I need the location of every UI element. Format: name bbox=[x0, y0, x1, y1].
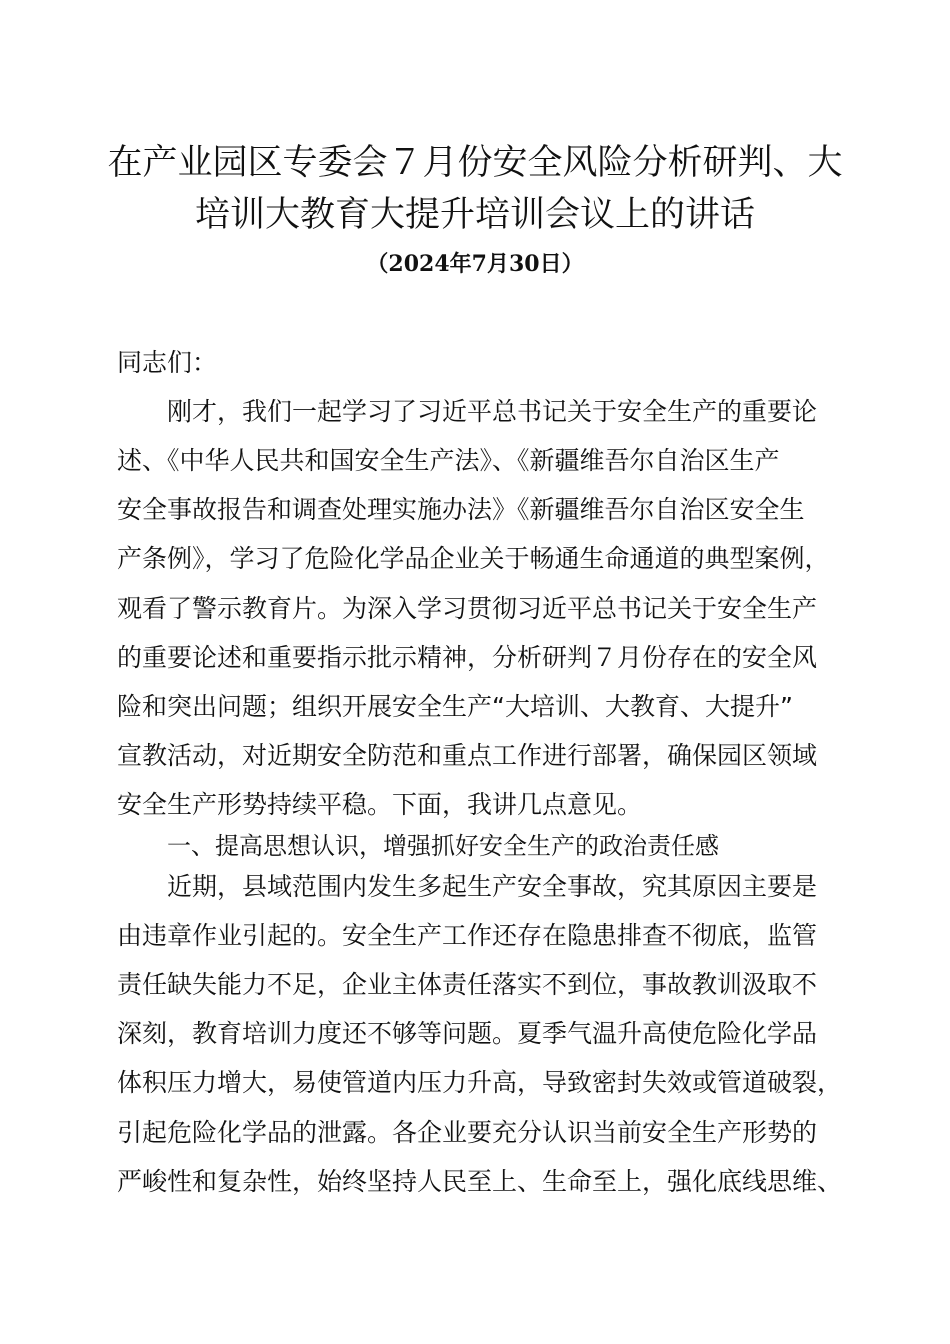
section-heading: 一、提高思想认识，增强抓好安全生产的政治责任感 bbox=[167, 832, 719, 860]
body-line: 深刻，教育培训力度还不够等问题。夏季气温升高使危险化学品 bbox=[117, 1019, 818, 1048]
body-line: 体积压力增大，易使管道内压力升高，导致密封失效或管道破裂， bbox=[117, 1068, 843, 1097]
body-line: 险和突出问题；组织开展安全生产“大培训、大教育、大提升” bbox=[117, 692, 793, 721]
body-line: 安全事故报告和调查处理实施办法》《新疆维吾尔自治区安全生 bbox=[117, 495, 805, 524]
body-line: 刚才，我们一起学习了习近平总书记关于安全生产的重要论 bbox=[167, 397, 818, 426]
body-line: 近期，县域范围内发生多起生产安全事故，究其原因主要是 bbox=[167, 872, 818, 901]
body-line: 由违章作业引起的。安全生产工作还存在隐患排查不彻底，监管 bbox=[117, 921, 818, 950]
body-line: 观看了警示教育片。为深入学习贯彻习近平总书记关于安全生产 bbox=[117, 594, 818, 623]
body-line: 产条例》，学习了危险化学品企业关于畅通生命通道的典型案例， bbox=[117, 544, 830, 573]
document-title-line-2: 培训大教育大提升培训会议上的讲话 bbox=[194, 195, 755, 235]
body-line: 的重要论述和重要指示批示精神，分析研判７月份存在的安全风 bbox=[117, 643, 818, 672]
body-line: 引起危险化学品的泄露。各企业要充分认识当前安全生产形势的 bbox=[117, 1118, 818, 1147]
salutation: 同志们： bbox=[117, 348, 218, 377]
document-title-line-1: 在产业园区专委会７月份安全风险分析研判、大 bbox=[107, 143, 843, 183]
body-line: 责任缺失能力不足，企业主体责任落实不到位，事故教训汲取不 bbox=[117, 970, 818, 999]
body-line: 述、《中华人民共和国安全生产法》、《新疆维吾尔自治区生产 bbox=[117, 446, 780, 475]
body-line: 宣教活动，对近期安全防范和重点工作进行部署，确保园区领域 bbox=[117, 741, 818, 770]
body-line: 严峻性和复杂性，始终坚持人民至上、生命至上，强化底线思维、 bbox=[117, 1167, 843, 1196]
document-date: （2024年7月30日） bbox=[366, 251, 584, 277]
body-line: 安全生产形势持续平稳。下面，我讲几点意见。 bbox=[117, 790, 643, 819]
